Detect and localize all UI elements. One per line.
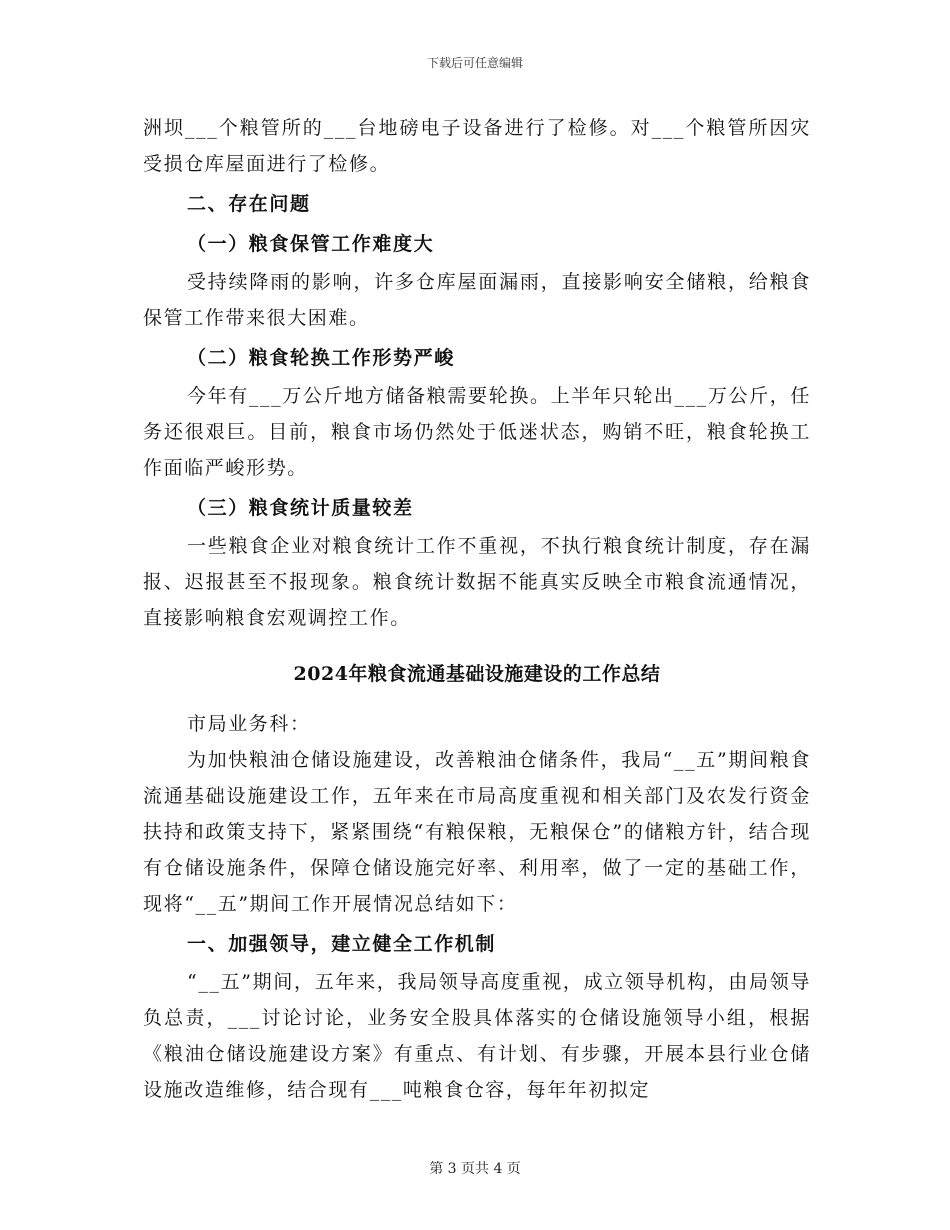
paragraph-intro: 为加快粮油仓储设施建设，改善粮油仓储条件，我局“__五”期间粮食流通基础设施建设工作，五年来在市局高度重视和相关部门及农发行资金扶持和政策支持下，紧紧围绕“有粮保粮，无粮保仓”的储粮方针，结合现有仓储设施条件，保障仓储设施完好率、利用率，做了一定的基础工作，现将“__五”期间工作开展情况总结如下： (143, 749, 811, 915)
subheading-storage-difficulty: （一）粮食保管工作难度大 (187, 233, 435, 255)
heading-problems: 二、存在问题 (187, 193, 311, 215)
document-body (143, 110, 811, 1108)
page-footer: 第 3 页共 4 页 (429, 1161, 521, 1177)
paragraph-continued: 洲坝___个粮管所的___台地磅电子设备进行了检修。对___个粮管所因灾受损仓库屋面进行了检修。 (143, 117, 811, 175)
paragraph-statistics: 一些粮食企业对粮食统计工作不重视，不执行粮食统计制度，存在漏报、迟报甚至不报现象。粮食统计数据不能真实反映全市粮食流通情况，直接影响粮食宏观调控工作。 (143, 535, 811, 629)
document-title: 2024年粮食流通基础设施建设的工作总结 (293, 663, 661, 685)
paragraph-leadership: “__五”期间，五年来，我局领导高度重视，成立领导机构，由局领导负总责，___讨论讨论，业务安全股具体落实的仓储设施领导小组，根据《粮油仓储设施建设方案》有重点、有计划、有步骤，开展本县行业仓储设施改造维修，结合现有___吨粮食仓容，每年年初拟定 (143, 971, 811, 1101)
paragraph-storage-difficulty: 受持续降雨的影响，许多仓库屋面漏雨，直接影响安全储粮，给粮食保管工作带来很大困难。 (143, 271, 811, 329)
page-header: 下载后可任意编辑 (426, 56, 523, 70)
heading-leadership: 一、加强领导，建立健全工作机制 (187, 933, 497, 955)
subheading-statistics: （三）粮食统计质量较差 (187, 497, 414, 519)
salutation: 市局业务科： (187, 713, 311, 735)
subheading-rotation: （二）粮食轮换工作形势严峻 (187, 347, 455, 369)
paragraph-rotation: 今年有___万公斤地方储备粮需要轮换。上半年只轮出___万公斤，任务还很艰巨。目前，粮食市场仍然处于低迷状态，购销不旺，粮食轮换工作面临严峻形势。 (143, 385, 811, 479)
